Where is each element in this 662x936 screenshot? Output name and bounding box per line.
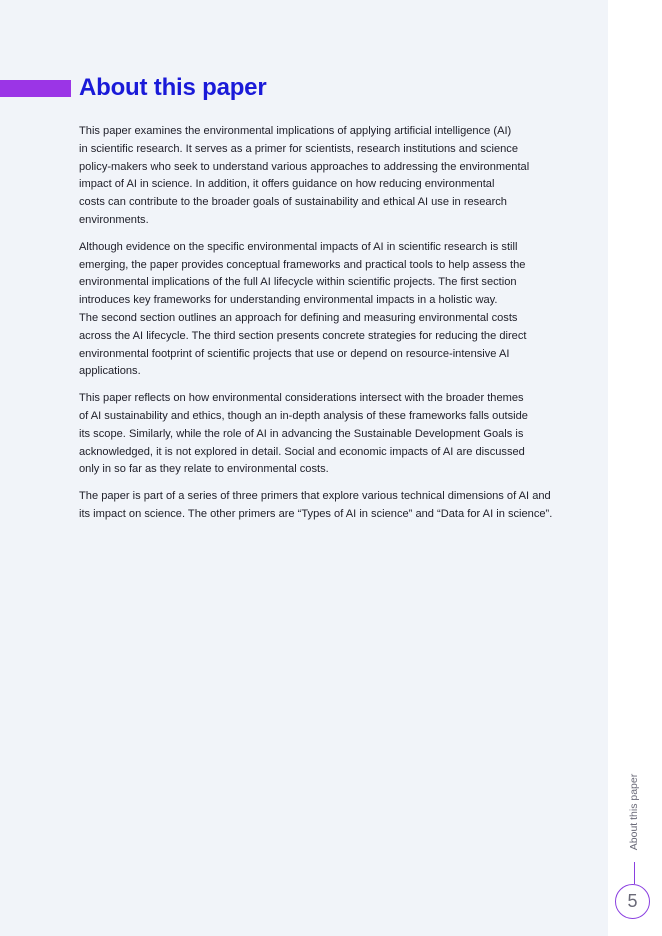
text-line: emerging, the paper provides conceptual frameworks and practical tools to help assess the [79, 258, 526, 271]
running-head [627, 766, 641, 858]
paragraph-1 [79, 123, 584, 230]
text-line: environmental footprint of scientific projects that use or depend on resource-intensive AI [79, 347, 510, 360]
running-head-label: About this paper [628, 773, 640, 851]
text-line: This paper examines the environmental implications of applying artificial intelligence (AI) [79, 125, 512, 137]
text-line: across the AI lifecycle. The third section presents concrete strategies for reducing the direct [79, 329, 527, 342]
text-line: The paper is part of a series of three primers that explore various technical dimensions of AI and [79, 490, 551, 503]
text-line: only in so far as they relate to environmental costs. [79, 463, 329, 476]
text-line: environmental implications of the full AI lifecycle within scientific projects. The first section [79, 276, 517, 289]
text-line: environments. [79, 213, 149, 226]
paragraph-3 [79, 390, 584, 479]
body-text [79, 123, 584, 533]
text-line: costs can contribute to the broader goals of sustainability and ethical AI use in research [79, 196, 507, 209]
text-line: policy-makers who seek to understand various approaches to addressing the environmental [79, 160, 530, 173]
text-line: its impact on science. The other primers are “Types of AI in science” and “Data for AI in science”. [79, 507, 553, 520]
text-line: This paper reflects on how environmental considerations intersect with the broader themes [79, 392, 524, 405]
text-line: The second section outlines an approach for defining and measuring environmental costs [79, 311, 518, 324]
running-head-divider [634, 862, 635, 884]
page-title: About this paper [79, 74, 267, 101]
text-line: Although evidence on the specific environmental impacts of AI in scientific research is still [79, 240, 518, 253]
text-line: its scope. Similarly, while the role of AI in advancing the Sustainable Development Goals is [79, 427, 524, 440]
text-line: acknowledged, it is not explored in detail. Social and economic impacts of AI are discussed [79, 445, 525, 458]
text-line: introduces key frameworks for understanding environmental impacts in a holistic way. [79, 294, 498, 307]
text-line: of AI sustainability and ethics, though an in-depth analysis of these frameworks falls outside [79, 409, 528, 422]
text-line: impact of AI in science. In addition, it offers guidance on how reducing environmental [79, 178, 495, 191]
text-line: applications. [79, 365, 141, 378]
page-number: 5 [615, 884, 650, 919]
paragraph-4 [79, 488, 584, 524]
paragraph-2 [79, 239, 584, 381]
section-accent-bar [0, 80, 71, 97]
text-line: in scientific research. It serves as a primer for scientists, research institutions and science [79, 142, 518, 155]
